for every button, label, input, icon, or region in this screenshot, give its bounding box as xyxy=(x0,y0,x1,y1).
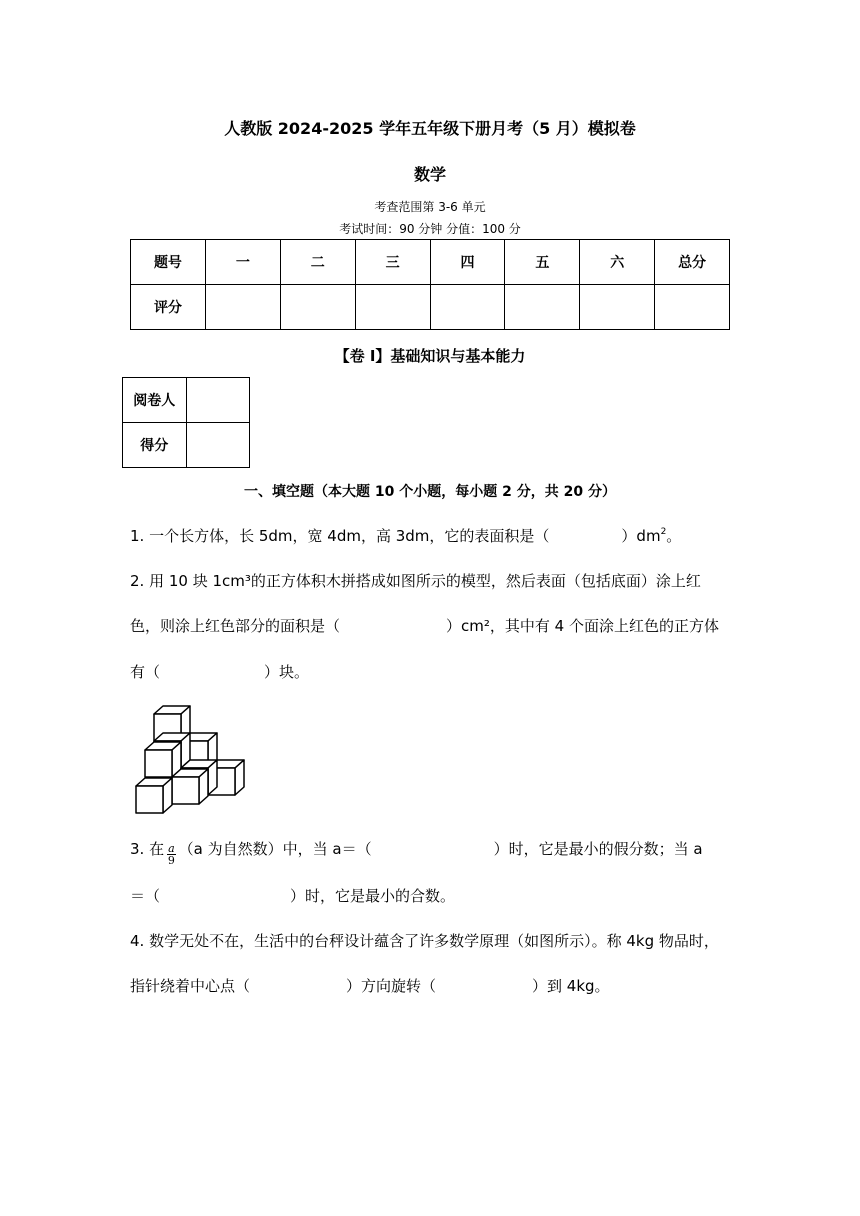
question-1-text: 1. 一个长方体，长 5dm，宽 4dm，高 3dm，它的表面积是（ xyxy=(130,527,550,545)
score-table-header-row xyxy=(131,240,730,285)
question-3-text: ）时，它是最小的合数。 xyxy=(290,887,456,905)
question-2-line-1: 2. 用 10 块 1cm³的正方体积木拼搭成如图所示的模型，然后表面（包括底面）涂上红 xyxy=(130,572,701,590)
score-header-cell: 四 xyxy=(430,240,505,285)
score-cell[interactable] xyxy=(505,285,580,330)
question-3-text: ＝（ xyxy=(130,887,161,905)
question-3-text: （a 为自然数）中，当 a＝（ xyxy=(178,840,372,858)
score-header-cell: 五 xyxy=(505,240,580,285)
score-table xyxy=(130,239,730,330)
question-2-line-3 xyxy=(130,661,735,682)
score-header-cell: 六 xyxy=(580,240,655,285)
score-cell[interactable] xyxy=(430,285,505,330)
score-header-cell: 一 xyxy=(205,240,280,285)
question-1-unit: ）dm xyxy=(621,527,661,545)
question-2-text: 有（ xyxy=(130,663,161,681)
cube xyxy=(172,769,208,804)
question-4-text: ）到 4kg。 xyxy=(532,977,610,995)
question-4-line-2 xyxy=(130,975,735,996)
grader-score-cell[interactable] xyxy=(186,423,250,468)
exam-title: 人教版 2024-2025 学年五年级下册月考（5 月）模拟卷 xyxy=(224,119,636,138)
score-cell[interactable] xyxy=(205,285,280,330)
grader-table xyxy=(122,377,250,468)
fraction-numerator: a xyxy=(168,842,175,855)
question-2-line-2 xyxy=(130,615,735,636)
exam-scope: 考查范围第 3-6 单元 xyxy=(374,200,486,214)
score-cell[interactable] xyxy=(280,285,355,330)
score-cell[interactable] xyxy=(580,285,655,330)
score-header-cell: 二 xyxy=(280,240,355,285)
question-2-text: ）cm²，其中有 4 个面涂上红色的正方体 xyxy=(446,617,719,635)
question-3-line-1 xyxy=(130,838,735,866)
question-3-line-2 xyxy=(130,885,735,906)
score-header-cell: 三 xyxy=(355,240,430,285)
fraction-a-over-9 xyxy=(167,843,176,866)
question-2-text: 色，则涂上红色部分的面积是（ xyxy=(130,617,341,635)
score-cell[interactable] xyxy=(355,285,430,330)
question-3-text: ）时，它是最小的假分数；当 a xyxy=(493,840,703,858)
score-row-label: 评分 xyxy=(131,285,206,330)
score-table-score-row xyxy=(131,285,730,330)
subject-title: 数学 xyxy=(413,165,446,184)
question-2-text: ）块。 xyxy=(264,663,310,681)
reviewer-cell[interactable] xyxy=(186,378,250,423)
question-1-end: 。 xyxy=(666,527,682,545)
question-3-text: 3. 在 xyxy=(130,840,165,858)
question-1 xyxy=(130,525,735,546)
question-4-line-1: 4. 数学无处不在，生活中的台秤设计蕴含了许多数学原理（如图所示）。称 4kg 物品时， xyxy=(130,932,719,950)
exam-time-info: 考试时间：90 分钟 分值：100 分 xyxy=(339,222,521,236)
part-title: 一、填空题（本大题 10 个小题，每小题 2 分，共 20 分） xyxy=(244,484,616,500)
cube xyxy=(145,742,181,777)
score-cell[interactable] xyxy=(655,285,730,330)
score-header-cell: 题号 xyxy=(131,240,206,285)
score-header-cell: 总分 xyxy=(655,240,730,285)
question-4-text: ）方向旋转（ xyxy=(346,977,437,995)
fraction-denominator: 9 xyxy=(167,854,175,867)
question-1-unit-exponent: 2 xyxy=(660,527,667,537)
reviewer-label: 阅卷人 xyxy=(123,378,187,423)
question-4-text: 指针绕着中心点（ xyxy=(130,977,251,995)
section-title: 【卷 I】基础知识与基本能力 xyxy=(334,347,526,365)
cube-model-figure xyxy=(130,700,260,820)
grader-score-label: 得分 xyxy=(123,423,187,468)
cube xyxy=(136,778,172,813)
